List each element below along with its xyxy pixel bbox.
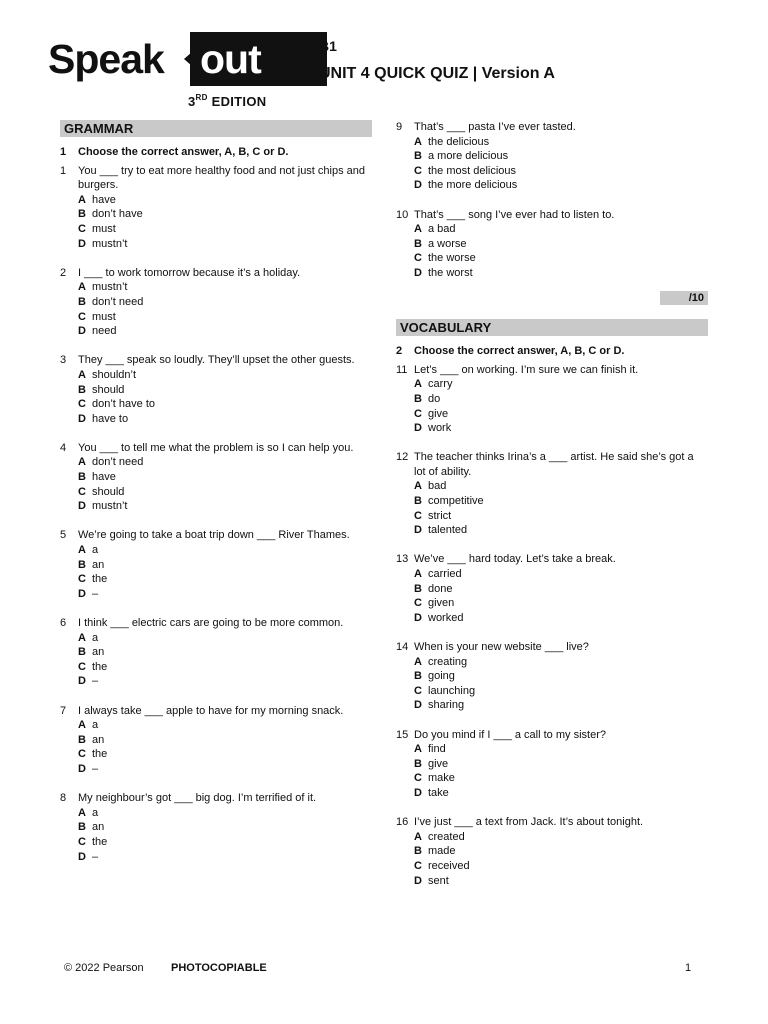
grammar-instruction: 1 Choose the correct answer, A, B, C or D. (60, 146, 289, 158)
option-letter: A (414, 830, 422, 843)
option-text: a (92, 544, 99, 557)
answer-option[interactable] (60, 310, 372, 325)
option-text: should (92, 383, 125, 396)
question-12 (396, 450, 708, 538)
answer-option[interactable] (60, 237, 372, 252)
grammar-score-box: /10 (396, 291, 708, 305)
answer-option[interactable] (60, 660, 372, 675)
option-letter: D (414, 699, 422, 712)
option-text: the (92, 835, 108, 848)
question-4 (60, 441, 372, 514)
question-text: They ___ speak so loudly. They’ll upset the other guests. (78, 354, 355, 367)
question-stem (60, 266, 372, 281)
question-number: 15 (396, 728, 409, 741)
question-text: That’s ___ pasta I’ve ever tasted. (414, 121, 576, 133)
option-letter: C (78, 835, 86, 848)
option-letter: D (414, 611, 422, 624)
answer-option[interactable] (396, 509, 708, 524)
option-letter: B (414, 670, 422, 683)
level-label: B1 (319, 38, 337, 54)
answer-option[interactable] (60, 674, 372, 689)
option-letter: C (414, 684, 422, 697)
question-10 (396, 208, 708, 281)
option-letter: C (414, 859, 422, 872)
question-number: 8 (60, 792, 67, 805)
option-letter: D (414, 422, 422, 435)
answer-option[interactable] (396, 786, 708, 801)
option-text: the worst (428, 266, 473, 279)
option-letter: D (414, 266, 422, 279)
option-text: the (92, 573, 108, 586)
option-text: an (92, 821, 105, 834)
option-text: should (92, 485, 125, 498)
option-text: received (428, 859, 470, 872)
option-letter: C (78, 398, 86, 411)
option-letter: C (414, 509, 422, 522)
option-text: need (92, 325, 117, 338)
answer-option[interactable] (60, 718, 372, 733)
option-text: made (428, 845, 456, 858)
option-letter: D (414, 524, 422, 537)
question-stem (396, 728, 708, 743)
option-letter: D (414, 874, 422, 887)
question-stem (60, 353, 372, 368)
answer-option[interactable] (60, 587, 372, 602)
answer-option[interactable] (396, 684, 708, 699)
question-2 (60, 266, 372, 339)
question-text: My neighbour’s got ___ big dog. I’m terrified of it. (78, 792, 317, 805)
question-stem (396, 815, 708, 830)
option-text: worked (428, 611, 464, 624)
question-text: I think ___ electric cars are going to be more common. (78, 617, 344, 629)
answer-option[interactable] (396, 251, 708, 266)
question-8 (60, 791, 372, 864)
question-stem (60, 616, 372, 631)
question-text: That’s ___ song I’ve ever had to listen to. (414, 208, 615, 221)
left-column (60, 120, 372, 879)
option-letter: C (78, 573, 86, 586)
logo-speak-text: Speak (48, 36, 164, 82)
question-11 (396, 363, 708, 436)
option-text: find (428, 743, 446, 756)
question-text: Let’s ___ on working. I’m sure we can finish it. (414, 363, 639, 376)
option-letter: A (78, 456, 86, 469)
option-text: creating (428, 655, 468, 668)
option-text: sent (428, 874, 449, 887)
answer-option[interactable] (396, 669, 708, 684)
option-letter: B (78, 733, 86, 746)
option-letter: B (414, 237, 422, 250)
answer-option[interactable] (60, 193, 372, 208)
option-text: bad (428, 480, 447, 493)
answer-option[interactable] (60, 280, 372, 295)
question-stem (60, 528, 372, 543)
answer-option[interactable] (396, 392, 708, 407)
option-letter: B (78, 383, 86, 396)
option-letter: B (78, 471, 86, 484)
answer-option[interactable] (60, 485, 372, 500)
option-letter: B (414, 150, 422, 163)
option-text: make (428, 772, 455, 785)
question-stem (396, 208, 708, 223)
question-6 (60, 616, 372, 689)
grammar-heading: GRAMMAR (60, 120, 372, 137)
answer-option[interactable] (396, 523, 708, 538)
question-14 (396, 640, 708, 713)
page-title: UNIT 4 QUICK QUIZ | Version A (319, 65, 555, 82)
option-letter: A (78, 544, 86, 557)
answer-option[interactable] (396, 771, 708, 786)
option-text: shouldn’t (92, 368, 137, 381)
option-text: have (92, 193, 116, 206)
option-text: the (92, 748, 108, 761)
answer-option[interactable] (396, 830, 708, 845)
option-letter: D (414, 786, 422, 799)
option-text: don’t need (92, 295, 144, 308)
answer-option[interactable] (396, 222, 708, 237)
option-letter: C (78, 310, 86, 323)
option-text: a (92, 719, 99, 732)
question-stem (396, 450, 708, 479)
question-15 (396, 728, 708, 801)
question-number: 10 (396, 208, 409, 221)
option-letter: B (78, 208, 86, 221)
answer-option[interactable] (60, 383, 372, 398)
vocabulary-questions (396, 363, 708, 888)
answer-option[interactable] (396, 149, 708, 164)
question-number: 9 (396, 121, 403, 133)
page-number: 1 (685, 962, 692, 974)
option-text: give (428, 407, 449, 420)
question-stem (396, 552, 708, 567)
option-letter: D (78, 587, 86, 600)
option-letter: A (414, 223, 422, 236)
question-stem (396, 120, 708, 135)
option-letter: A (78, 193, 86, 206)
question-5 (60, 528, 372, 601)
question-number: 5 (60, 529, 67, 542)
option-letter: A (78, 368, 86, 381)
vocabulary-instruction: 2 Choose the correct answer, A, B, C or D. (396, 345, 625, 358)
option-letter: B (414, 757, 422, 770)
question-number: 3 (60, 354, 67, 367)
question-stem (60, 441, 372, 456)
option-letter: D (78, 500, 86, 513)
option-text: don’t have to (92, 398, 155, 411)
answer-option[interactable] (60, 835, 372, 850)
answer-option[interactable] (60, 806, 372, 821)
question-text: We’ve ___ hard today. Let’s take a break. (414, 553, 616, 566)
option-letter: D (78, 675, 86, 688)
question-number: 1 (60, 164, 67, 177)
option-text: don’t have (92, 208, 143, 221)
question-9 (396, 120, 708, 193)
option-letter: B (414, 582, 422, 595)
option-text: take (428, 786, 449, 799)
answer-option[interactable] (60, 733, 372, 748)
option-letter: A (78, 719, 86, 732)
question-number: 11 (396, 363, 408, 376)
option-text: – (92, 675, 99, 688)
question-number: 2 (60, 266, 67, 279)
option-letter: A (414, 568, 422, 581)
answer-option[interactable] (396, 757, 708, 772)
option-letter: B (78, 646, 86, 659)
answer-option[interactable] (396, 567, 708, 582)
answer-option[interactable] (396, 596, 708, 611)
option-letter: C (78, 660, 86, 673)
answer-option[interactable] (396, 237, 708, 252)
answer-option[interactable] (396, 611, 708, 626)
question-number: 4 (60, 441, 67, 454)
question-text: When is your new website ___ live? (414, 641, 589, 653)
answer-option[interactable] (60, 470, 372, 485)
grammar-questions-left (60, 164, 372, 865)
answer-option[interactable] (60, 324, 372, 339)
answer-option[interactable] (396, 421, 708, 436)
option-letter: B (414, 495, 422, 508)
answer-option[interactable] (60, 207, 372, 222)
answer-option[interactable] (396, 874, 708, 889)
option-text: a worse (428, 237, 467, 250)
question-number: 7 (60, 704, 67, 717)
question-number: 14 (396, 641, 409, 653)
option-letter: A (78, 281, 86, 294)
answer-option[interactable] (396, 266, 708, 281)
option-text: an (92, 558, 105, 571)
answer-option[interactable] (396, 479, 708, 494)
option-letter: A (78, 806, 86, 819)
option-text: the most delicious (428, 164, 517, 177)
option-text: sharing (428, 699, 465, 712)
option-text: carried (428, 568, 462, 581)
edition-label: 3RD EDITION (188, 93, 267, 109)
option-text: going (428, 670, 455, 683)
option-text: mustn’t (92, 237, 128, 250)
option-text: have (92, 471, 116, 484)
question-text: You ___ try to eat more healthy food and not just chips and burgers. (78, 164, 366, 192)
question-7 (60, 704, 372, 777)
option-text: mustn’t (92, 500, 128, 513)
option-text: the more delicious (428, 179, 518, 192)
option-text: must (92, 222, 116, 235)
option-letter: D (78, 237, 86, 250)
option-text: must (92, 310, 116, 323)
option-text: give (428, 757, 449, 770)
option-letter: D (78, 412, 86, 425)
option-text: work (428, 422, 452, 435)
option-letter: B (78, 558, 86, 571)
footer-photocopiable: PHOTOCOPIABLE (171, 962, 267, 974)
answer-option[interactable] (60, 645, 372, 660)
answer-option[interactable] (60, 295, 372, 310)
question-stem (60, 791, 372, 806)
option-text: have to (92, 412, 129, 425)
option-text: a bad (428, 223, 456, 236)
answer-option[interactable] (396, 377, 708, 392)
option-text: mustn’t (92, 281, 128, 294)
question-stem (396, 363, 708, 378)
answer-option[interactable] (60, 222, 372, 237)
option-letter: A (78, 631, 86, 644)
answer-option[interactable] (60, 558, 372, 573)
option-text: a (92, 631, 99, 644)
option-letter: C (414, 252, 422, 265)
option-text: launching (428, 684, 476, 697)
answer-option[interactable] (60, 762, 372, 777)
footer-copyright: © 2022 Pearson (64, 962, 144, 974)
option-letter: C (414, 597, 422, 610)
option-letter: C (414, 407, 422, 420)
option-letter: A (414, 655, 422, 668)
question-number: 13 (396, 553, 409, 566)
option-letter: B (414, 845, 422, 858)
answer-option[interactable] (396, 655, 708, 670)
answer-option[interactable] (60, 850, 372, 865)
option-letter: A (414, 378, 422, 391)
question-stem (60, 704, 372, 719)
option-letter: C (78, 222, 86, 235)
option-text: an (92, 733, 105, 746)
option-letter: A (414, 135, 422, 148)
option-letter: A (414, 743, 422, 756)
answer-option[interactable] (60, 397, 372, 412)
answer-option[interactable] (396, 859, 708, 874)
answer-option[interactable] (396, 698, 708, 713)
option-text: strict (428, 509, 452, 522)
option-text: don’t need (92, 456, 144, 469)
option-letter: A (414, 480, 422, 493)
option-text: a more delicious (428, 150, 509, 163)
answer-option[interactable] (60, 412, 372, 427)
question-16 (396, 815, 708, 888)
option-letter: B (414, 392, 422, 405)
option-text: done (428, 582, 453, 595)
question-text: The teacher thinks Irina’s a ___ artist. He said she’s got a lot of ability. (414, 451, 694, 478)
answer-option[interactable] (396, 164, 708, 179)
answer-option[interactable] (60, 499, 372, 514)
option-letter: D (78, 762, 86, 775)
answer-option[interactable] (396, 844, 708, 859)
answer-option[interactable] (60, 747, 372, 762)
question-number: 12 (396, 451, 409, 464)
option-text: the (92, 660, 108, 673)
question-number: 16 (396, 816, 409, 829)
option-letter: D (78, 325, 86, 338)
vocabulary-heading: VOCABULARY (396, 319, 708, 336)
right-column (396, 120, 708, 903)
option-text: do (428, 392, 441, 405)
option-text: competitive (428, 495, 484, 508)
answer-option[interactable] (396, 494, 708, 509)
option-text: – (92, 850, 99, 863)
answer-option[interactable] (396, 582, 708, 597)
option-text: – (92, 762, 99, 775)
option-letter: D (78, 850, 86, 863)
option-text: created (428, 830, 465, 843)
option-text: carry (428, 378, 453, 391)
option-text: the worse (428, 252, 476, 265)
question-text: I’ve just ___ a text from Jack. It’s about tonight. (414, 816, 644, 829)
option-text: – (92, 587, 99, 600)
option-letter: B (78, 821, 86, 834)
option-text: the delicious (428, 135, 490, 148)
option-letter: C (414, 772, 422, 785)
question-13 (396, 552, 708, 625)
answer-option[interactable] (60, 368, 372, 383)
option-text: a (92, 806, 99, 819)
logo-out-text: out (200, 36, 261, 82)
answer-option[interactable] (396, 178, 708, 193)
option-letter: C (78, 748, 86, 761)
question-text: I always take ___ apple to have for my morning snack. (78, 704, 344, 717)
answer-option[interactable] (396, 407, 708, 422)
answer-option[interactable] (396, 135, 708, 150)
option-text: talented (428, 524, 468, 537)
question-text: We’re going to take a boat trip down ___ River Thames. (78, 529, 350, 542)
question-text: You ___ to tell me what the problem is so I can help you. (78, 441, 354, 454)
answer-option[interactable] (60, 820, 372, 835)
option-letter: C (78, 485, 86, 498)
grammar-questions-right (396, 120, 708, 281)
answer-option[interactable] (60, 543, 372, 558)
option-text: given (428, 597, 455, 610)
answer-option[interactable] (60, 455, 372, 470)
option-letter: D (414, 179, 422, 192)
option-letter: C (414, 164, 422, 177)
question-1 (60, 164, 372, 252)
option-text: an (92, 646, 105, 659)
answer-option[interactable] (60, 572, 372, 587)
question-text: I ___ to work tomorrow because it’s a holiday. (78, 266, 301, 279)
question-number: 6 (60, 617, 67, 629)
question-3 (60, 353, 372, 426)
question-text: Do you mind if I ___ a call to my sister? (414, 728, 606, 741)
answer-option[interactable] (60, 631, 372, 646)
option-letter: B (78, 295, 86, 308)
answer-option[interactable] (396, 742, 708, 757)
question-stem (60, 164, 372, 193)
question-stem (396, 640, 708, 655)
